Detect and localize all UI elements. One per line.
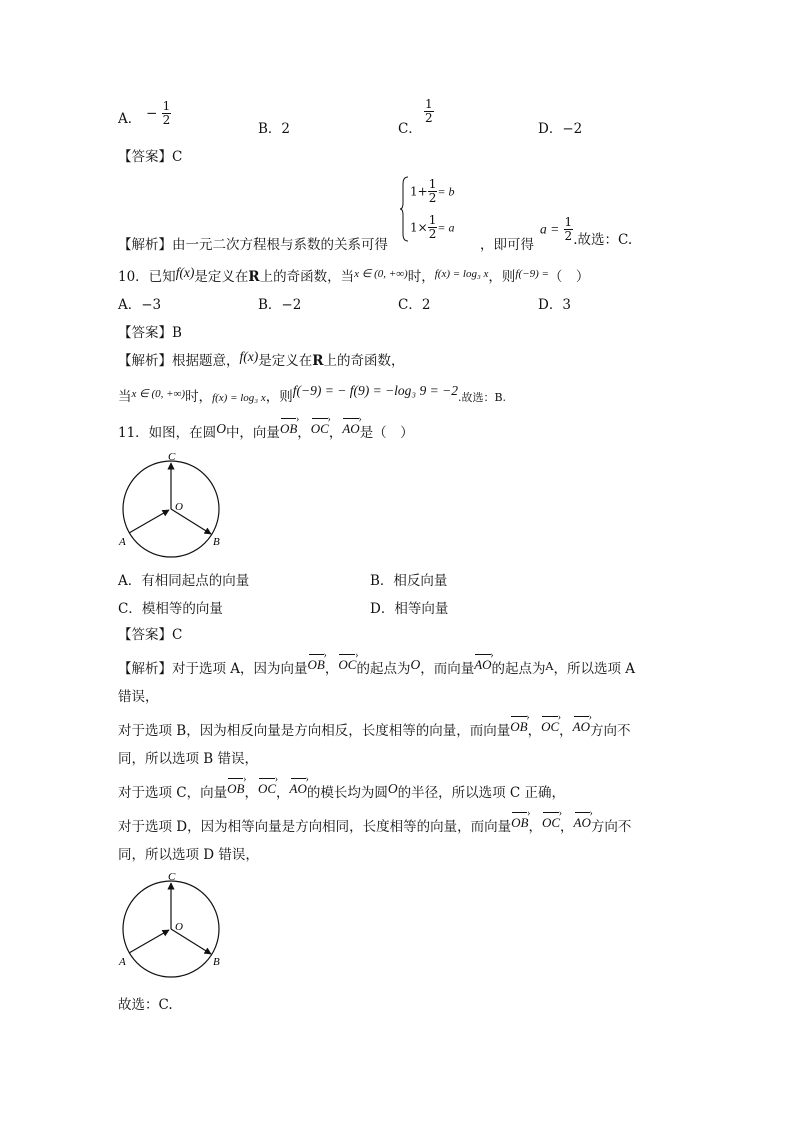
q11-option-b: B．相反向量 — [370, 573, 448, 589]
q11-analysis-line-1 — [118, 657, 636, 679]
vector-OC: OC › — [542, 814, 560, 832]
q11-analysis-line-6 — [118, 815, 632, 836]
math-O: O — [216, 421, 226, 436]
denominator: 2 — [425, 111, 433, 125]
math-domain: x ∈ (0, +∞) — [131, 388, 186, 400]
numerator: 1 — [162, 99, 171, 113]
analysis-text: 【解析】根据题意， — [118, 353, 240, 369]
fraction — [428, 214, 438, 241]
expr-left: 1× — [410, 220, 428, 235]
comma: ， — [324, 661, 339, 677]
q10-stem — [118, 265, 590, 287]
q9-option-a — [118, 110, 141, 128]
analysis-text: .故选：B. — [457, 391, 507, 404]
analysis-text: 时， — [185, 389, 213, 405]
expr-left: 1+ — [410, 184, 428, 199]
q9-option-c: C． — [398, 121, 422, 137]
label-a: A — [119, 956, 126, 968]
vector-ao-arrow — [129, 930, 169, 953]
analysis-text: ，则 — [265, 389, 293, 405]
fraction — [428, 178, 438, 205]
math-fx: f(x) — [239, 349, 259, 364]
vector-OB: OB › — [510, 718, 527, 736]
label-c: C — [168, 451, 176, 463]
analysis-text: 对于选项 C，向量 — [118, 785, 228, 801]
vector-OC: OC › — [338, 656, 356, 674]
label-b: B — [213, 536, 220, 548]
q10-analysis-line-2 — [118, 383, 507, 407]
comma: ， — [560, 819, 574, 835]
q9-option-c-value — [424, 98, 434, 125]
stem-text: 10．已知 — [118, 269, 176, 285]
expr-right: = b — [437, 184, 455, 199]
left-brace-icon — [400, 176, 410, 242]
label-o: O — [175, 501, 183, 513]
q11-analysis-line-4: 同，所以选项 B 错误， — [118, 751, 259, 767]
comma: ， — [328, 425, 343, 441]
q10-answer: 【答案】B — [118, 325, 182, 341]
analysis-text: 【解析】对于选项 A，因为向量 — [118, 661, 308, 677]
vector-AO: AO › — [342, 420, 359, 438]
fraction — [564, 216, 574, 243]
math-target: f(−9) = — [515, 268, 549, 280]
comma: ， — [244, 785, 258, 801]
vector-OB: OB › — [511, 814, 528, 832]
comma: ， — [528, 819, 542, 835]
choose-text: .故选：C. — [573, 231, 633, 248]
vector-OC: OC › — [541, 718, 559, 736]
analysis-text: 的半径，所以选项 C 正确， — [397, 785, 566, 801]
comma: ， — [297, 425, 311, 441]
q9-analysis-result — [540, 215, 633, 248]
q10-analysis-line-1 — [118, 349, 405, 370]
q11-final-choice: 故选：C. — [118, 997, 173, 1013]
vector-OB: OB › — [308, 656, 325, 674]
analysis-text: ，而向量 — [420, 661, 475, 677]
answer-paren: （ ） — [548, 269, 590, 285]
label-o: O — [175, 921, 183, 933]
math-calc: f(−9) = − f(9) = −log₃ 9 = −2 — [292, 383, 458, 398]
vector-OB: OB › — [280, 420, 297, 438]
stem-text: 中，向量 — [225, 425, 280, 441]
minus-sign: − — [146, 105, 158, 122]
analysis-text: ，所以选项 A — [553, 661, 636, 677]
vector-AO: AO › — [290, 780, 307, 798]
math-fx: f(x) — [175, 265, 195, 280]
circle-vector-figure-2 — [114, 866, 230, 986]
analysis-text: 当 — [118, 389, 132, 405]
denominator: 2 — [428, 227, 437, 241]
expr-right: = a — [437, 220, 455, 235]
analysis-text: 方向不 — [590, 819, 632, 835]
analysis-text: 对于选项 D，因为相等向量是方向相同，长度相等的向量，而向量 — [118, 819, 512, 835]
math-func: f(x) = log₃ x — [212, 392, 266, 404]
q11-answer: 【答案】C — [118, 627, 183, 643]
fraction — [162, 100, 172, 127]
q9-analysis-prefix: 【解析】由一元二次方程根与系数的关系可得 — [118, 237, 388, 253]
analysis-text: 方向不 — [589, 723, 631, 739]
system-line-2 — [410, 214, 454, 241]
vector-OB: OB › — [227, 780, 244, 798]
math-A: A — [545, 660, 554, 673]
q9-option-d: D．−2 — [538, 121, 583, 137]
vector-OC: OC › — [258, 780, 276, 798]
q11-option-a: A．有相同起点的向量 — [118, 573, 250, 589]
analysis-text: 的起点为 — [491, 661, 546, 677]
vector-OC: OC › — [311, 420, 329, 438]
analysis-text: 的模长均为圆 — [306, 785, 388, 801]
result-variable: a = — [540, 221, 560, 237]
numerator: 1 — [425, 97, 433, 111]
q11-analysis-line-3 — [118, 719, 631, 740]
numerator: 1 — [428, 213, 437, 227]
vector-AO: AO › — [474, 656, 491, 674]
math-O: O — [410, 657, 421, 672]
comma: ， — [276, 785, 290, 801]
denominator: 2 — [162, 113, 171, 127]
stem-text: ，则 — [488, 269, 516, 285]
denominator: 2 — [564, 229, 573, 243]
stem-text: 是（ ） — [359, 425, 414, 441]
option-label: A． — [118, 111, 142, 127]
analysis-text: 是定义在 — [258, 353, 313, 369]
math-O: O — [387, 781, 398, 796]
numerator: 1 — [564, 215, 573, 229]
denominator: 2 — [428, 191, 437, 205]
q11-option-d: D．相等向量 — [370, 601, 449, 617]
stem-text: 是定义在 — [194, 269, 249, 285]
analysis-text: 的起点为 — [356, 661, 411, 677]
q11-stem — [118, 421, 414, 442]
analysis-text: 上的奇函数， — [323, 353, 405, 369]
stem-text: 时， — [407, 269, 435, 285]
vector-ao-arrow — [129, 510, 169, 533]
stem-text: 11．如图，在圆 — [118, 425, 217, 441]
comma: ， — [527, 723, 542, 739]
math-R: R — [248, 269, 260, 285]
q11-option-c: C．模相等的向量 — [118, 601, 223, 617]
circle-vector-figure — [114, 446, 230, 566]
math-domain: x ∈ (0, +∞) — [354, 268, 408, 280]
q10-option-b: B．−2 — [258, 297, 302, 313]
q9-option-a-value — [146, 100, 171, 127]
vector-AO: AO › — [573, 718, 590, 736]
label-b: B — [213, 956, 220, 968]
numerator: 1 — [428, 177, 437, 191]
comma: ， — [559, 723, 573, 739]
q11-analysis-line-5 — [118, 781, 566, 802]
q9-analysis-then: ，即可得 — [480, 237, 534, 253]
q10-option-d: D．3 — [538, 297, 571, 313]
stem-text: 上的奇函数，当 — [259, 269, 355, 285]
vector-AO: AO › — [574, 814, 591, 832]
math-func: f(x) = log₃ x — [434, 268, 489, 280]
q9-answer: 【答案】C — [118, 149, 183, 165]
fraction — [424, 98, 434, 125]
q11-analysis-line-2: 错误， — [118, 689, 159, 705]
analysis-text: 对于选项 B，因为相反向量是方向相反，长度相等的向量，而向量 — [118, 723, 511, 739]
system-line-1 — [410, 178, 454, 205]
q9-option-b: B．2 — [258, 121, 291, 137]
math-R: R — [312, 353, 324, 369]
q10-option-a: A．−3 — [118, 297, 162, 313]
q10-option-c: C．2 — [398, 297, 431, 313]
q11-analysis-line-7: 同，所以选项 D 错误， — [118, 847, 259, 863]
label-a: A — [119, 536, 126, 548]
label-c: C — [168, 871, 176, 883]
